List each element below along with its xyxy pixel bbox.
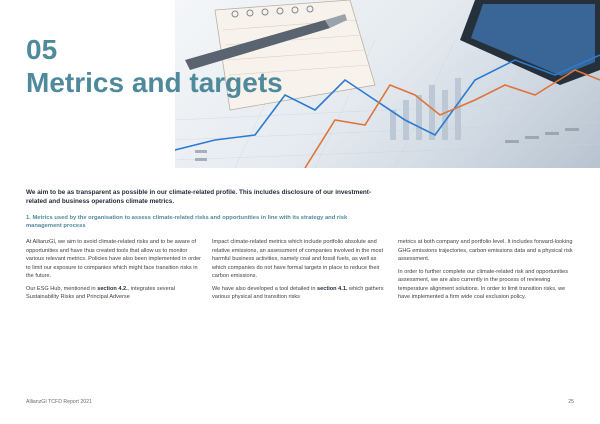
chapter-number: 05	[26, 34, 58, 65]
column-2-text-after-ref: which gathers various physical and transition risks	[212, 285, 384, 300]
text-column-2	[212, 238, 390, 306]
column-1-paragraph-1: At AllianzGI, we aim to avoid climate-related risks and to be aware of opportunities and have thus created tools that allow us to monitor various relevant metrics. Policies have also been implemented in order to limit our exposure to companies which might face transition risks in the future.	[26, 239, 202, 279]
section-4-1-reference-link[interactable]: section 4.1.	[317, 285, 348, 292]
column-1-text-before-ref: Our ESG Hub, mentioned in	[26, 285, 98, 292]
text-column-3	[398, 238, 576, 306]
section-heading: 1. Metrics used by the organisation to assess climate-related risks and opportunities in line with its strategy and risk management process	[26, 215, 348, 230]
footer-report-name: AllianzGI TCFD Report 2021	[26, 399, 92, 405]
column-1-paragraph-2	[26, 285, 204, 302]
column-1-text-after-ref: , integrates several Sustainability Risks and Principal Adverse	[26, 285, 175, 300]
text-column-1	[26, 238, 204, 306]
footer-page-number: 25	[568, 399, 574, 405]
column-2-paragraph-2	[212, 285, 390, 302]
column-3-paragraph-2: In order to further complete our climate-related risk and opportunities assessment, we are also currently in the process of reviewing temperature alignment solutions. In order to limit transition risks, we have implemented a firm wide coal exclusion policy.	[398, 268, 569, 300]
column-3-paragraph-1: metrics at both company and portfolio level. It includes forward-looking GHG emissions trajectories, carbon emissions data and a physical risk assessment.	[398, 239, 573, 262]
chapter-title: Metrics and targets	[26, 67, 283, 98]
intro-paragraph: We aim to be as transparent as possible in our climate-related profile. This includes disclosure of our investment-related and business operations climate metrics.	[26, 189, 372, 206]
section-4-2-reference-link[interactable]: section 4.2.	[97, 285, 128, 292]
column-2-text-before-ref: We have also developed a tool detailed in	[212, 285, 318, 292]
column-2-paragraph-1: Impact climate-related metrics which include portfolio absolute and relative emissions, an assessment of companies involved in the most harmful business activities, namely coal and fossil fuels, as well as which companies do not have formal targets in place to reduce their carbon emissions.	[212, 239, 383, 279]
